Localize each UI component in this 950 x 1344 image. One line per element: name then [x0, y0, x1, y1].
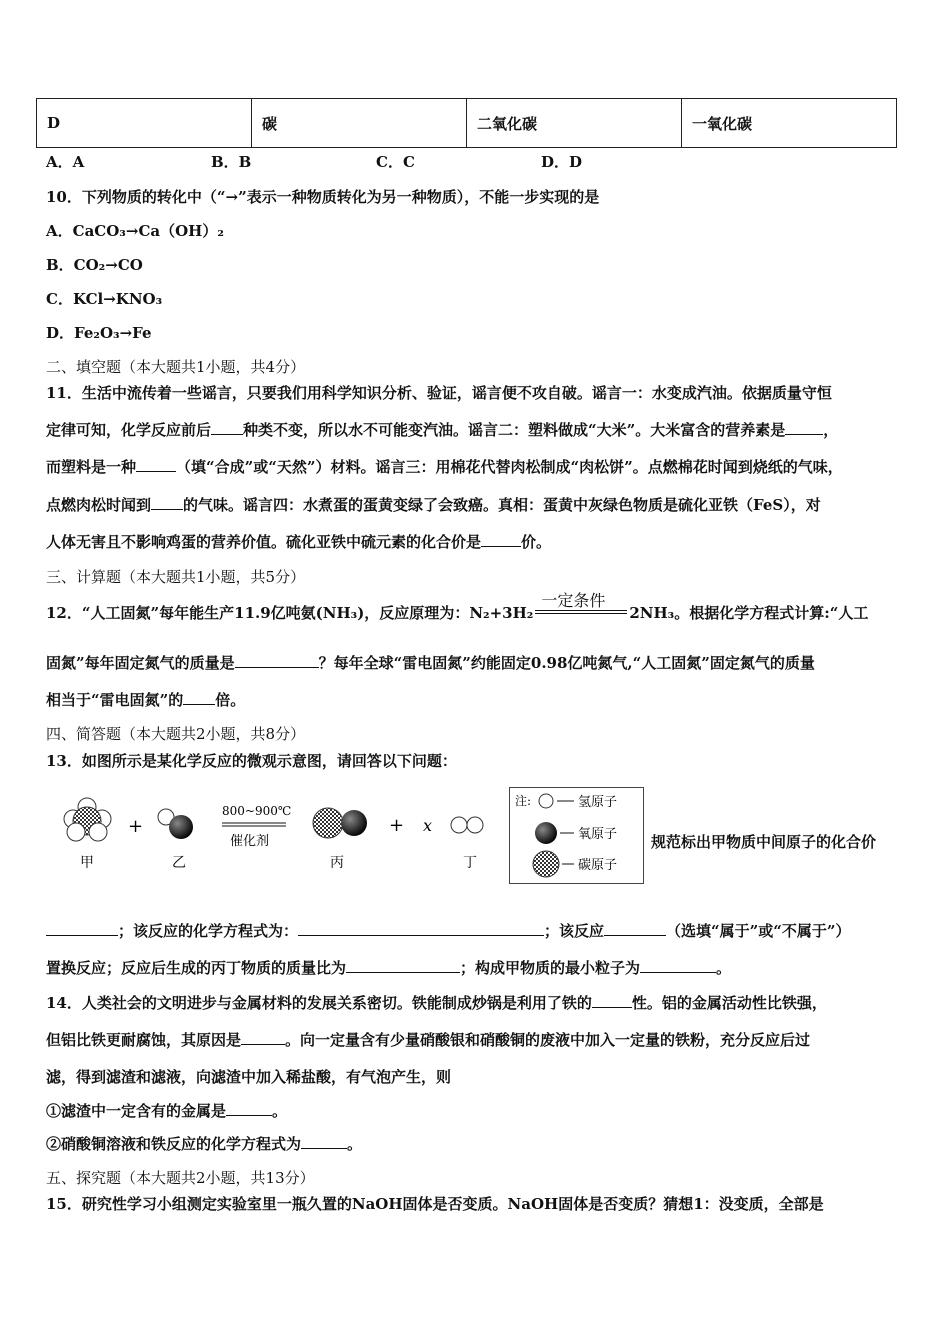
text: 人体无害且不影响鸡蛋的营养价值。硫化亚铁中硫元素的化合价是 [46, 533, 482, 551]
text: 相当于“雷电固氮”的 [46, 691, 184, 709]
text: 倍。 [215, 691, 246, 709]
table-row [37, 99, 897, 148]
q11-line-5 [46, 531, 551, 552]
water-molecule [158, 809, 193, 839]
text: 。 [347, 1135, 363, 1153]
hydrogen-atom-icon [539, 794, 553, 808]
reaction-condition-arrow [533, 591, 629, 618]
q12-line-2 [46, 652, 815, 673]
answer-blank[interactable] [640, 958, 716, 973]
text: 固氮”每年固定氮气的质量是 [46, 654, 235, 672]
q10-option-a[interactable]: A．CaCO₃→Ca（OH）₂ [46, 222, 224, 240]
label-ding: 丁 [463, 855, 477, 871]
answer-blank[interactable] [136, 457, 176, 472]
text: 点燃肉松时闻到 [46, 496, 152, 514]
section-5-title: 五、探究题（本大题共2小题，共13分） [46, 1169, 315, 1187]
catalyst-label: 催化剂 [230, 834, 270, 849]
text: （填“合成”或“天然”）材料。谣言三：用棉花代替肉松制成“肉松饼”。点燃棉花时闻到烧纸的气味， [176, 458, 843, 476]
answer-blank[interactable] [785, 420, 823, 435]
text: 但铝比铁更耐腐蚀，其原因是 [46, 1031, 242, 1049]
label-bing: 丙 [330, 855, 344, 871]
q10-option-c[interactable]: C．KCl→KNO₃ [46, 290, 163, 308]
text: 。 [716, 959, 732, 977]
q13-line-3 [46, 957, 731, 978]
legend-oxygen: 氧原子 [578, 827, 618, 842]
text: ？每年全球“雷电固氮”约能固定0.98亿吨氮气,“人工固氮”固定氮气的质量 [318, 654, 815, 672]
q11-line-4 [46, 494, 821, 515]
co-molecule [313, 808, 367, 838]
q14-line-3: 滤，得到滤渣和滤液，向滤渣中加入稀盐酸，有气泡产生，则 [46, 1068, 452, 1086]
q11-line-2 [46, 419, 838, 440]
q14-line-4 [46, 1100, 287, 1121]
choice-d[interactable]: D．D [541, 153, 583, 171]
answer-blank[interactable] [604, 921, 666, 936]
condition-label: 一定条件 [541, 591, 606, 610]
text: （选填“属于”或“不属于”） [666, 922, 851, 940]
q14-line-1 [46, 992, 827, 1013]
text: ②硝酸铜溶液和铁反应的化学方程式为 [46, 1135, 302, 1153]
text: 置换反应；反应后生成的丙丁物质的质量比为 [46, 959, 347, 977]
options-table [36, 98, 897, 148]
text: ；该反应 [544, 922, 605, 940]
h2-molecule [451, 817, 483, 833]
q13-stem: 13．如图所示是某化学反应的微观示意图，请回答以下问题： [46, 752, 457, 770]
carbon-atom-icon [533, 851, 559, 877]
choice-c[interactable]: C．C [376, 153, 415, 171]
table-cell: 一氧化碳 [682, 99, 897, 148]
answer-blank[interactable] [183, 690, 215, 705]
methane-molecule [64, 798, 111, 841]
text: ；该反应的化学方程式为： [118, 922, 299, 940]
q13-line-2 [46, 920, 851, 941]
q15-stem: 15．研究性学习小组测定实验室里一瓶久置的NaOH固体是否变质。NaOH固体是否变质？猜想1：没变质，全部是 [46, 1195, 824, 1213]
q14-line-5 [46, 1133, 362, 1154]
equals-sign [535, 610, 627, 614]
q13-side-text: 规范标出甲物质中间原子的化合价 [651, 833, 877, 851]
plus-sign: + [389, 815, 405, 836]
text: ， [823, 421, 839, 439]
legend-graphic [510, 788, 643, 883]
reaction-diagram [46, 785, 506, 885]
label-yi: 乙 [172, 855, 186, 871]
text: 而塑料是一种 [46, 458, 137, 476]
text: 的气味。谣言四：水煮蛋的蛋黄变绿了会致癌。真相：蛋黄中灰绿色物质是硫化亚铁（FeS），对 [183, 496, 821, 514]
answer-blank[interactable] [298, 921, 544, 936]
choice-a[interactable]: A．A [46, 153, 85, 171]
table-cell: 二氧化碳 [467, 99, 682, 148]
answer-blank[interactable] [235, 653, 319, 668]
answer-blank[interactable] [241, 1030, 285, 1045]
text: 定律可知，化学反应前后 [46, 421, 212, 439]
oxygen-atom-icon [535, 822, 557, 844]
answer-blank[interactable] [592, 993, 632, 1008]
section-3-title: 三、计算题（本大题共1小题，共5分） [46, 568, 306, 586]
text: 2NH₃。根据化学方程式计算:“人工 [629, 604, 869, 622]
text: 12．“人工固氮”每年能生产11.9亿吨氨(NH₃)，反应原理为：N₂+3H₂ [46, 604, 534, 622]
q14-line-2 [46, 1029, 810, 1050]
legend-hydrogen: 氢原子 [578, 795, 618, 810]
text: 种类不变，所以水不可能变汽油。谣言二：塑料做成“大米”。大米富含的营养素是 [243, 421, 786, 439]
text: 。向一定量含有少量硝酸银和硝酸铜的废液中加入一定量的铁粉，充分反应后过 [285, 1031, 811, 1049]
answer-blank[interactable] [481, 532, 521, 547]
q12-line-1 [46, 591, 869, 623]
section-4-title: 四、简答题（本大题共2小题，共8分） [46, 725, 306, 743]
legend-note: 注: [515, 794, 532, 808]
q10-option-b[interactable]: B．CO₂→CO [46, 256, 143, 274]
answer-blank[interactable] [211, 420, 243, 435]
coefficient-x: x [423, 816, 433, 835]
section-2-title: 二、填空题（本大题共1小题，共4分） [46, 358, 306, 376]
q9-choices [46, 151, 582, 172]
q10-stem: 10．下列物质的转化中（“→”表示一种物质转化为另一种物质），不能一步实现的是 [46, 188, 600, 206]
legend-box [509, 787, 644, 884]
answer-blank[interactable] [151, 495, 183, 510]
text: ；构成甲物质的最小粒子为 [460, 959, 641, 977]
answer-blank[interactable] [301, 1134, 347, 1149]
table-cell: 碳 [252, 99, 467, 148]
text: 14．人类社会的文明进步与金属材料的发展关系密切。铁能制成炒锅是利用了铁的 [46, 994, 592, 1012]
answer-blank[interactable] [226, 1101, 272, 1116]
table-cell: D [37, 99, 252, 148]
plus-sign: + [128, 816, 144, 837]
q11-line-3 [46, 456, 843, 477]
text: 性。铝的金属活动性比铁强， [631, 994, 827, 1012]
text: 价。 [521, 533, 552, 551]
text: 。 [272, 1102, 288, 1120]
text: ①滤渣中一定含有的金属是 [46, 1102, 227, 1120]
q12-line-3 [46, 689, 245, 710]
temperature-label: 800~900℃ [222, 804, 292, 818]
label-jia: 甲 [80, 855, 94, 871]
q11-line-1: 11．生活中流传着一些谣言，只要我们用科学知识分析、验证，谣言便不攻自破。谣言一：水变成汽油。依据质量守恒 [46, 384, 832, 402]
q10-option-d[interactable]: D．Fe₂O₃→Fe [46, 324, 152, 342]
answer-blank[interactable] [346, 958, 460, 973]
choice-b[interactable]: B．B [211, 153, 252, 171]
answer-blank[interactable] [46, 921, 118, 936]
legend-carbon: 碳原子 [578, 858, 618, 873]
